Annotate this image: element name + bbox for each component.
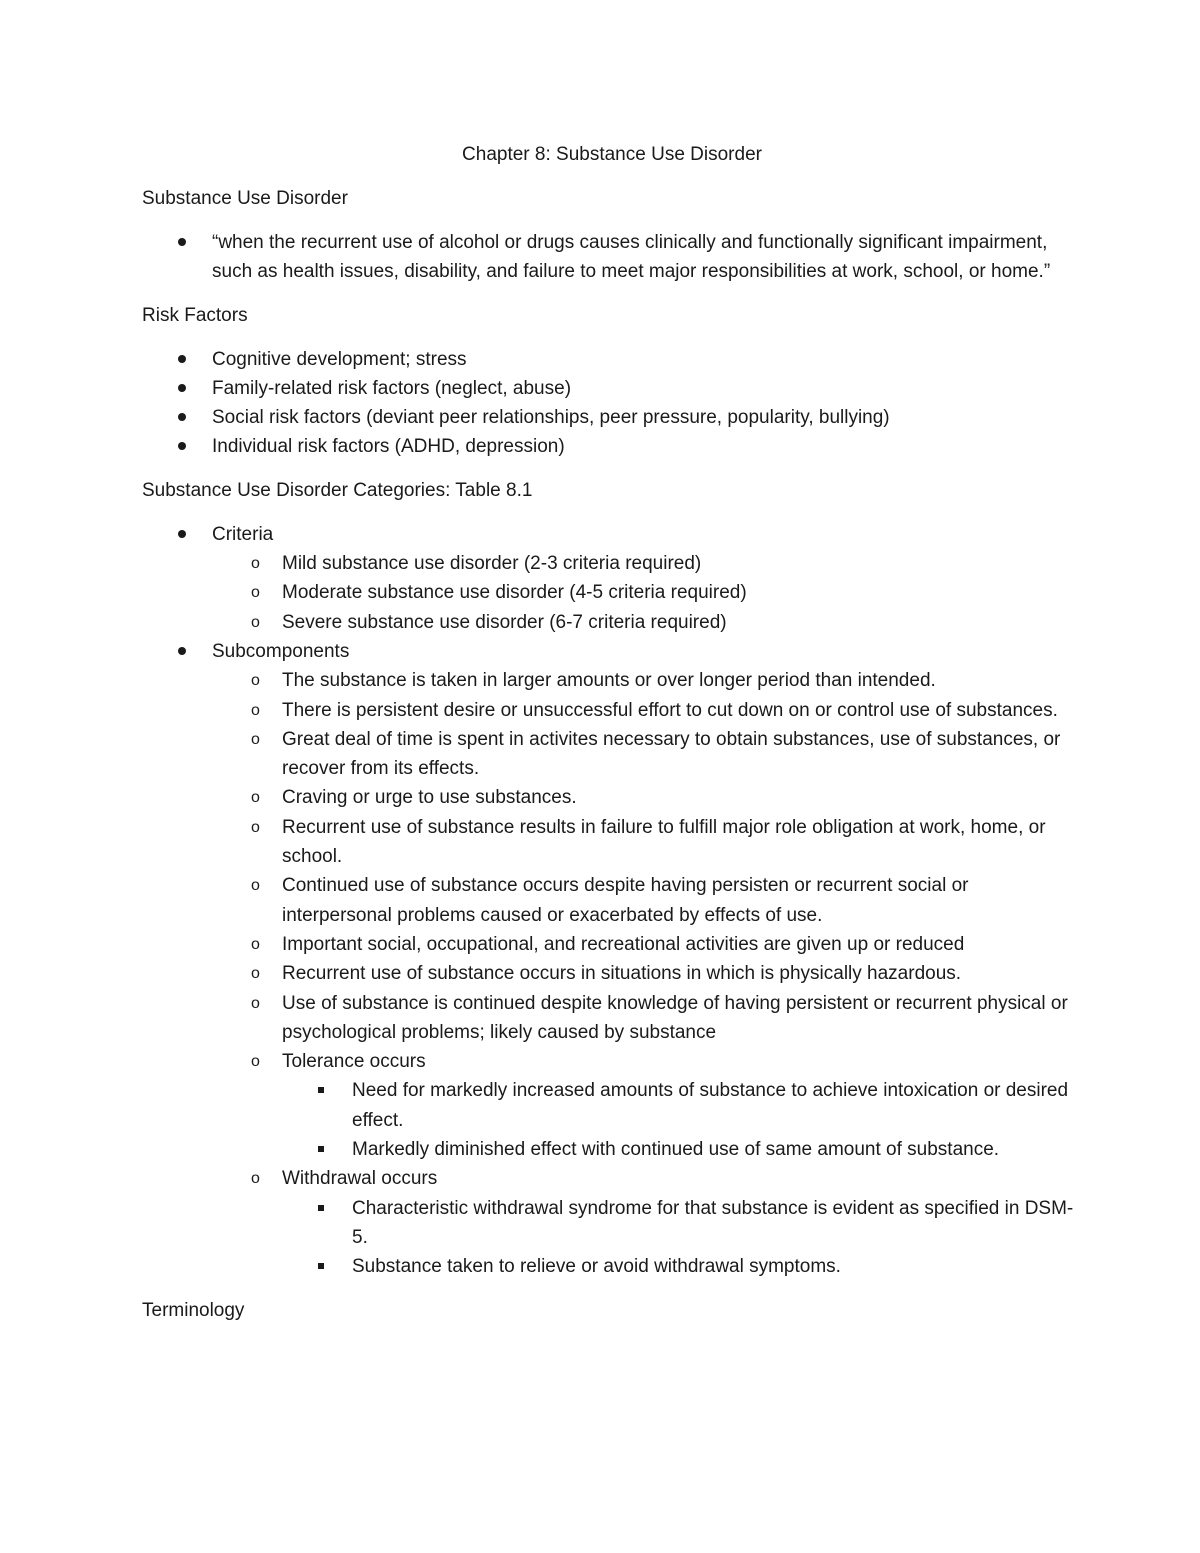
criteria-sublist xyxy=(212,549,1082,637)
square-bullet-icon xyxy=(318,1146,324,1152)
list-item: Need for markedly increased amounts of substance to achieve intoxication or desired effect. xyxy=(282,1076,1082,1135)
square-bullet-icon xyxy=(318,1263,324,1269)
list-item: o Great deal of time is spent in activites necessary to obtain substances, use of substances, or recover from its effects. xyxy=(212,725,1082,784)
list-item-subcomponents: Subcomponents o The substance is taken in larger amounts or over longer period than intended. o There is persistent desire or unsuccessful effort to cut down on or control use of substances. o Great deal of time is spent in activites necessary to obtain substances, use of substances, or recover from its effects. o Craving or urge to use substances. o Recurrent use of substance results in failure to fulfill major role obligation at work, home, or school. o Continued use of substance occurs despite having persisten or recurrent social or interpersonal problems caused or exacerbated by effects of use. o Important social, occupational, and recreational activities are given up or reduced o Recurrent use of substance occurs in situations in which is physically hazardous. o Use of substance is continued despite knowledge of having persistent or recurrent physical or psychological problems; likely caused by substance o Tolerance occurs Need for markedly increased amounts of substance to achieve intoxication or desired effect. Markedly diminished effect with continued use of same amount of substance. o Withdrawal occurs Characteristic withdrawal syndrome for that substance is evident as specified in DSM-5. Substance taken to relieve or avoid withdrawal symptoms. xyxy=(142,637,1082,1282)
section-heading-terminology: Terminology xyxy=(142,1299,245,1321)
section-heading-sud: Substance Use Disorder xyxy=(142,188,348,209)
list-item: o Moderate substance use disorder (4-5 criteria required) xyxy=(212,578,1082,607)
section-heading-categories: Substance Use Disorder Categories: Table 8.1 xyxy=(142,479,533,501)
circle-bullet-icon: o xyxy=(251,701,260,719)
document-content xyxy=(142,140,1082,1340)
definition-list xyxy=(142,228,1082,287)
list-item: o There is persistent desire or unsuccessful effort to cut down on or control use of substances. xyxy=(212,696,1082,725)
withdrawal-sublist xyxy=(282,1194,1082,1282)
categories-list xyxy=(142,520,1082,1282)
subcomponents-sublist xyxy=(212,666,1082,1281)
list-item: Substance taken to relieve or avoid withdrawal symptoms. xyxy=(282,1252,1082,1281)
circle-bullet-icon: o xyxy=(251,877,260,895)
page-title: Chapter 8: Substance Use Disorder xyxy=(462,144,762,165)
list-item: Cognitive development; stress xyxy=(142,345,1082,374)
list-item-withdrawal: o Withdrawal occurs Characteristic withdrawal syndrome for that substance is evident as specified in DSM-5. Substance taken to relieve or avoid withdrawal symptoms. xyxy=(212,1164,1082,1281)
list-item: o Mild substance use disorder (2-3 criteria required) xyxy=(212,549,1082,578)
list-item-criteria: Criteria o Mild substance use disorder (2-3 criteria required) o Moderate substance use disorder (4-5 criteria required) o Severe substance use disorder (6-7 criteria required) xyxy=(142,520,1082,637)
bullet-icon xyxy=(178,442,186,450)
section-heading-risk-factors: Risk Factors xyxy=(142,304,248,326)
list-item: Markedly diminished effect with continued use of same amount of substance. xyxy=(282,1135,1082,1164)
circle-bullet-icon: o xyxy=(251,965,260,983)
list-item: Social risk factors (deviant peer relationships, peer pressure, popularity, bullying) xyxy=(142,403,1082,432)
list-item: o Recurrent use of substance results in failure to fulfill major role obligation at work, home, or school. xyxy=(212,813,1082,872)
square-bullet-icon xyxy=(318,1087,324,1093)
tolerance-sublist xyxy=(282,1076,1082,1164)
list-item: “when the recurrent use of alcohol or drugs causes clinically and functionally significant impairment, such as health issues, disability, and failure to meet major responsibilities at work, school, or home.” xyxy=(142,228,1082,287)
bullet-icon xyxy=(178,355,186,363)
circle-bullet-icon: o xyxy=(251,730,260,748)
bullet-icon xyxy=(178,384,186,392)
circle-bullet-icon: o xyxy=(251,613,260,631)
circle-bullet-icon: o xyxy=(251,1170,260,1188)
bullet-icon xyxy=(178,238,186,246)
list-item: o Use of substance is continued despite knowledge of having persistent or recurrent physical or psychological problems; likely caused by substance xyxy=(212,989,1082,1048)
circle-bullet-icon: o xyxy=(251,584,260,602)
list-item: o Recurrent use of substance occurs in situations in which is physically hazardous. xyxy=(212,959,1082,988)
circle-bullet-icon: o xyxy=(251,818,260,836)
circle-bullet-icon: o xyxy=(251,672,260,690)
bullet-icon xyxy=(178,413,186,421)
circle-bullet-icon: o xyxy=(251,1053,260,1071)
list-item-tolerance: o Tolerance occurs Need for markedly increased amounts of substance to achieve intoxication or desired effect. Markedly diminished effect with continued use of same amount of substance. xyxy=(212,1047,1082,1164)
square-bullet-icon xyxy=(318,1205,324,1211)
list-item: Individual risk factors (ADHD, depression) xyxy=(142,432,1082,461)
bullet-icon xyxy=(178,647,186,655)
list-item: Characteristic withdrawal syndrome for that substance is evident as specified in DSM-5. xyxy=(282,1194,1082,1253)
list-item: o Craving or urge to use substances. xyxy=(212,783,1082,812)
bullet-icon xyxy=(178,530,186,538)
circle-bullet-icon: o xyxy=(251,555,260,573)
list-item: o Important social, occupational, and recreational activities are given up or reduced xyxy=(212,930,1082,959)
circle-bullet-icon: o xyxy=(251,994,260,1012)
circle-bullet-icon: o xyxy=(251,935,260,953)
list-item: Family-related risk factors (neglect, abuse) xyxy=(142,374,1082,403)
list-item: o Continued use of substance occurs despite having persisten or recurrent social or interpersonal problems caused or exacerbated by effects of use. xyxy=(212,871,1082,930)
circle-bullet-icon: o xyxy=(251,789,260,807)
risk-factors-list xyxy=(142,345,1082,462)
list-item: o The substance is taken in larger amounts or over longer period than intended. xyxy=(212,666,1082,695)
list-item: o Severe substance use disorder (6-7 criteria required) xyxy=(212,608,1082,637)
